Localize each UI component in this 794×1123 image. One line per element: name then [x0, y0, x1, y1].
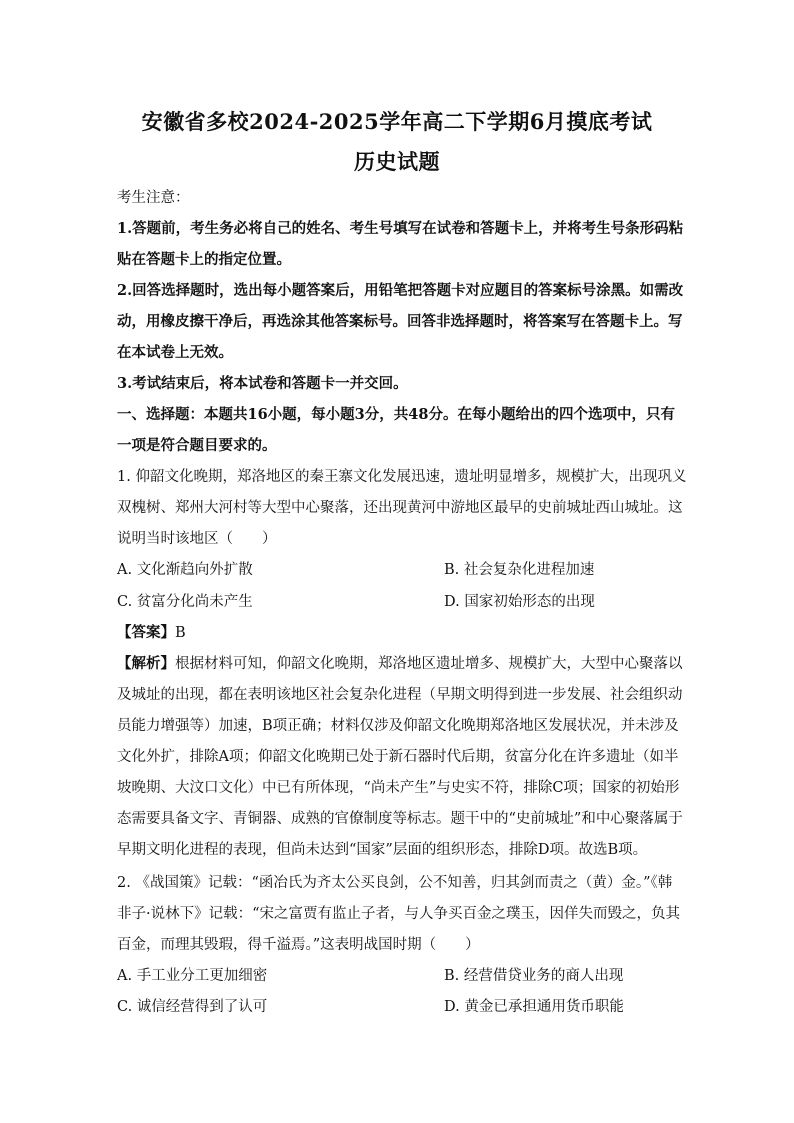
notice-line: 1.答题前，考生务必将自己的姓名、考生号填写在试卷和答题卡上，并将考生号条形码粘 — [117, 220, 684, 237]
q1-analysis-line: 及城址的出现，都在表明该地区社会复杂化进程（早期文明得到进一步发展、社会组织动 — [117, 687, 683, 703]
q2-option-c: C. 诚信经营得到了认可 — [117, 999, 268, 1015]
q1-option-d: D. 国家初始形态的出现 — [444, 594, 595, 610]
q1-analysis-line: 坡晚期、大汶口文化）中已有所体现，“尚未产生”与史实不符，排除C项；国家的初始形 — [117, 780, 680, 796]
section-heading: 一项是符合题目要求的。 — [117, 437, 277, 454]
answer-value: B — [175, 625, 186, 641]
analysis-label: 【解析】 — [117, 655, 175, 672]
q1-analysis — [117, 654, 683, 674]
notice-heading: 考生注意： — [117, 190, 190, 206]
q2-option-b: B. 经营借贷业务的商人出现 — [444, 968, 624, 984]
q1-stem: 双槐树、郑州大河村等大型中心聚落，还出现黄河中游地区最早的史前城址西山城址。这 — [117, 500, 683, 516]
q1-option-c: C. 贫富分化尚未产生 — [117, 594, 253, 610]
notice-line: 贴在答题卡上的指定位置。 — [117, 251, 291, 268]
answer-label: 【答案】 — [117, 624, 175, 641]
notice-line: 3.考试结束后，将本试卷和答题卡一并交回。 — [117, 375, 408, 392]
q2-option-d: D. 黄金已承担通用货币职能 — [444, 999, 624, 1015]
q1-analysis-line: 态需要具备文字、青铜器、成熟的官僚制度等标志。题干中的“史前城址”和中心聚落属于 — [117, 811, 683, 827]
q2-stem: 非子·说林下》记载：“宋之富贾有监止子者，与人争买百金之璞玉，因佯失而毁之，负其 — [117, 906, 681, 922]
q1-stem: 说明当时该地区（ ） — [117, 531, 277, 547]
q2-stem: 2. 《战国策》记载：“函冶氏为齐太公买良剑，公不知善，归其剑而责之（黄）金。”《韩 — [117, 875, 673, 891]
exam-subject: 历史试题 — [354, 149, 440, 174]
q1-stem: 1. 仰韶文化晚期，郑洛地区的秦王寨文化发展迅速，遗址明显增多，规模扩大，出现巩义 — [117, 469, 687, 485]
q1-option-b: B. 社会复杂化进程加速 — [444, 562, 595, 578]
exam-title: 安徽省多校2024-2025学年高二下学期6月摸底考试 — [141, 109, 653, 134]
q1-analysis-line: 早期文明化进程的表现，但尚未达到“国家”层面的组织形态，排除D项。故选B项。 — [117, 842, 648, 858]
notice-line: 动，用橡皮擦干净后，再选涂其他答案标号。回答非选择题时，将答案写在答题卡上。写 — [117, 313, 683, 330]
section-heading: 一、选择题：本题共16小题，每小题3分，共48分。在每小题给出的四个选项中，只有 — [117, 406, 675, 423]
q1-answer — [117, 623, 677, 643]
q1-analysis-line: 文化外扩，排除A项；仰韶文化晚期已处于新石器时代后期，贫富分化在许多遗址（如半 — [117, 749, 679, 765]
q2-stem: 百金，而理其毁瑕，得千溢焉。”这表明战国时期（ ） — [117, 937, 480, 953]
q2-option-a: A. 手工业分工更加细密 — [117, 968, 268, 984]
q1-analysis-line: 员能力增强等）加速，B项正确；材料仅涉及仰韶文化晚期郑洛地区发展状况，并未涉及 — [117, 718, 679, 734]
q1-option-a: A. 文化渐趋向外扩散 — [117, 562, 253, 578]
analysis-text: 根据材料可知，仰韶文化晚期，郑洛地区遗址增多、规模扩大，大型中心聚落以 — [175, 656, 683, 672]
notice-line: 2.回答选择题时，选出每小题答案后，用铅笔把答题卡对应题目的答案标号涂黑。如需改 — [117, 282, 684, 299]
notice-line: 在本试卷上无效。 — [117, 344, 233, 361]
